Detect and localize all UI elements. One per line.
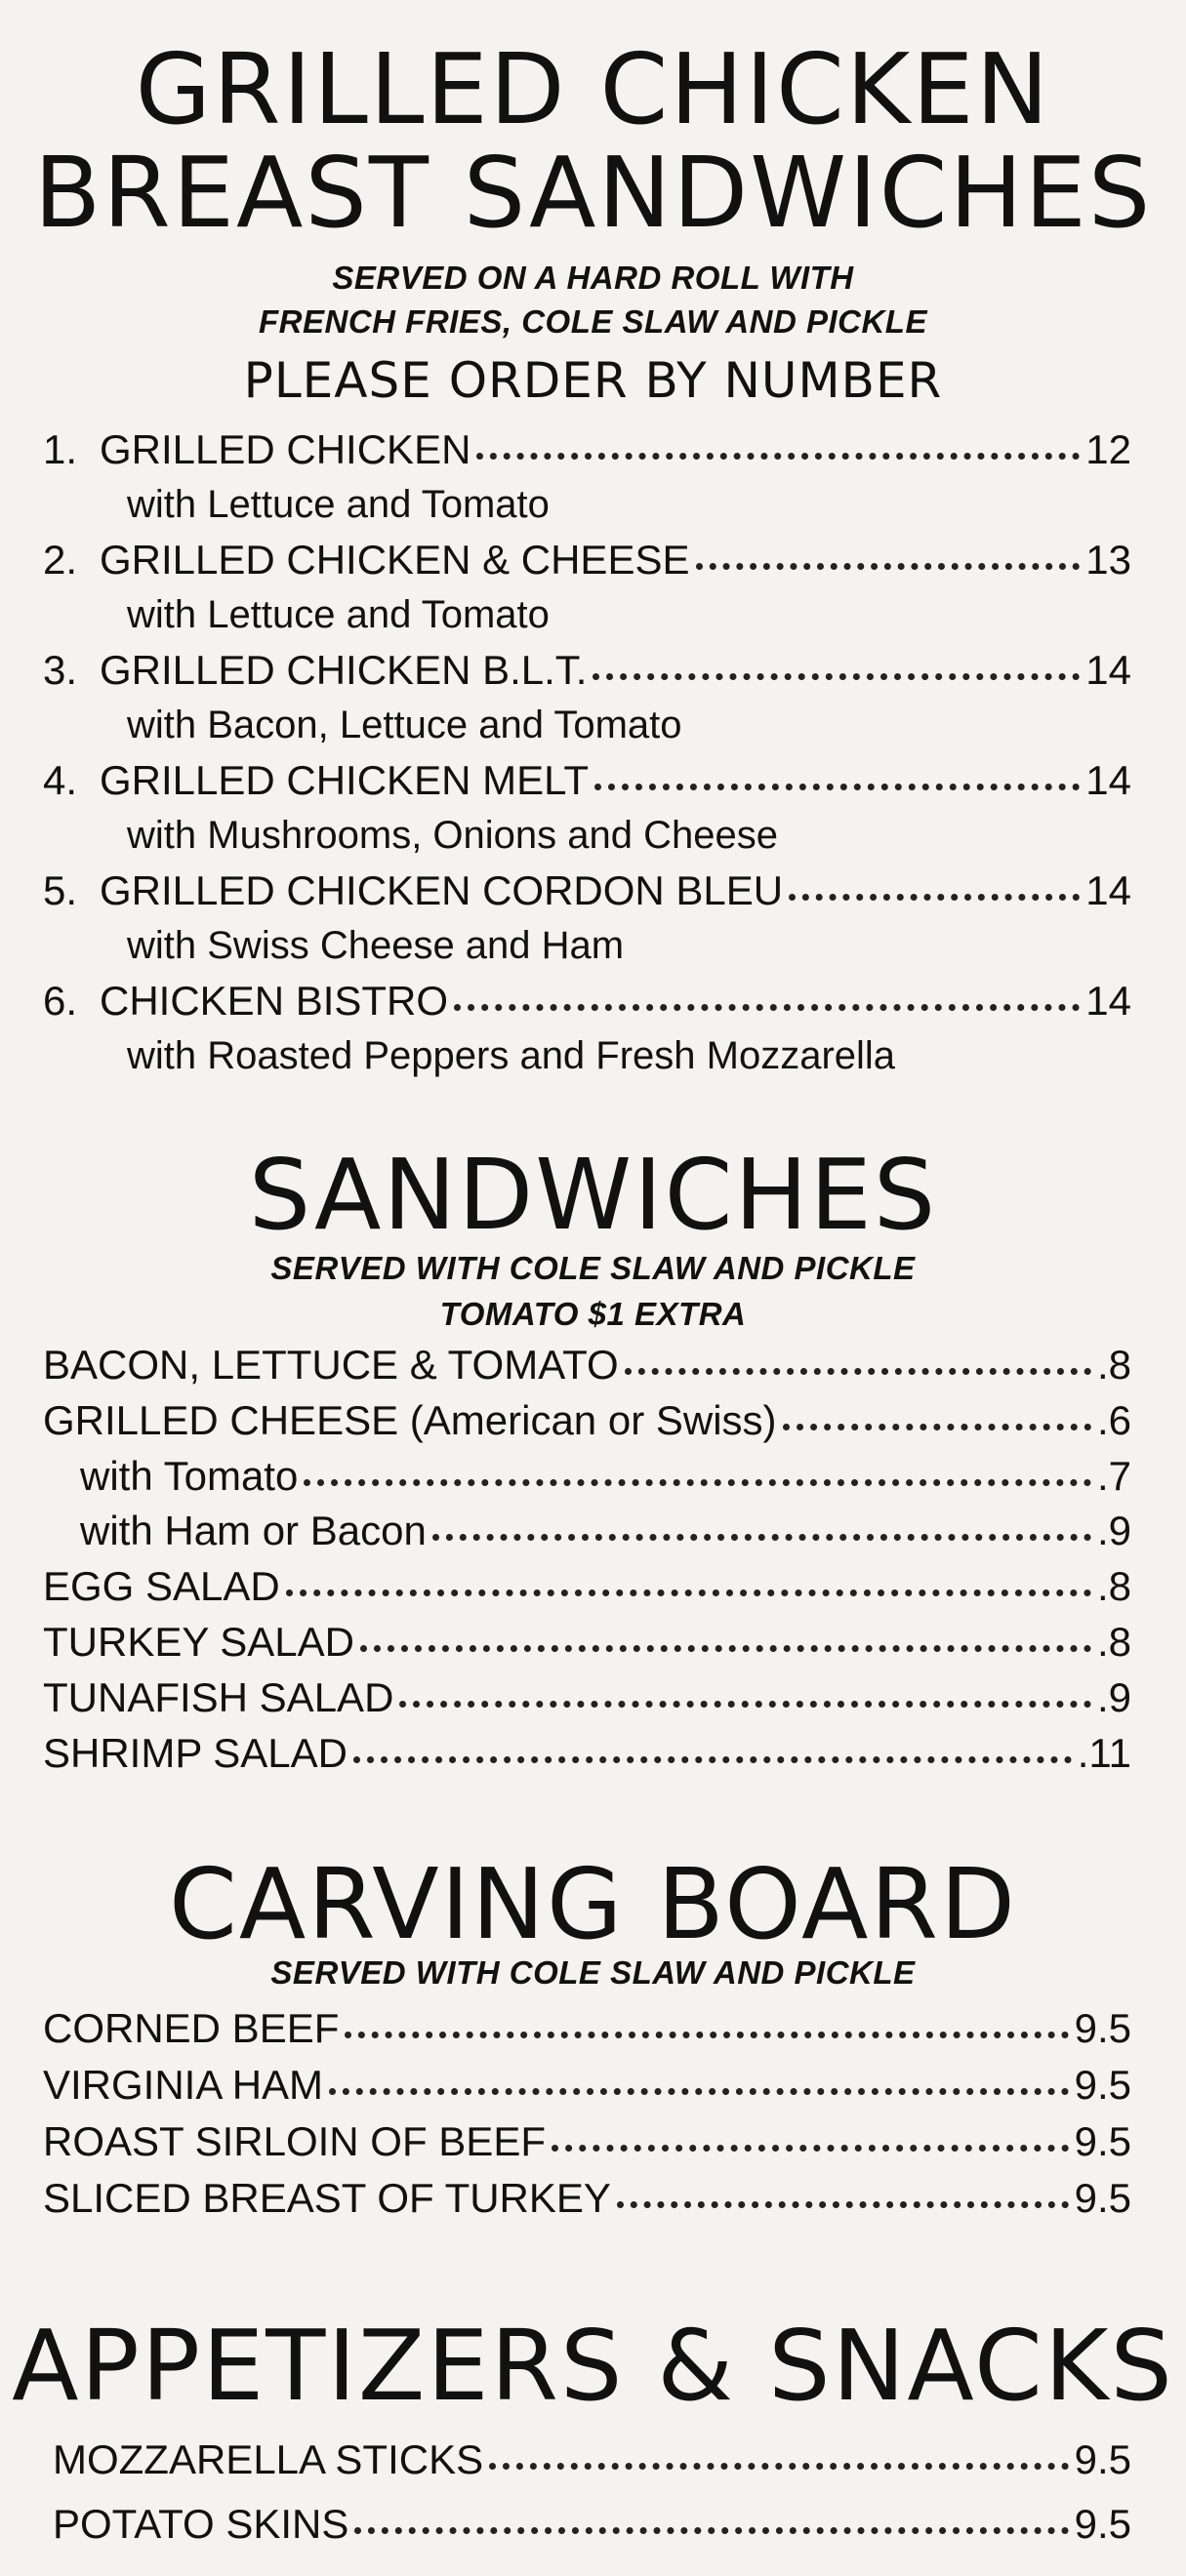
dot-leader bbox=[399, 1701, 1091, 1708]
dot-leader bbox=[696, 563, 1081, 570]
sandwich-item-4 bbox=[80, 1510, 1131, 1551]
appetizer-item-1 bbox=[53, 2436, 1131, 2482]
sandwiches-title: SANDWICHES bbox=[248, 1138, 938, 1252]
dot-leader bbox=[353, 1756, 1072, 1763]
grilled-item-5-desc: with Swiss Cheese and Ham bbox=[127, 924, 625, 967]
item-name: TURKEY SALAD bbox=[43, 1619, 354, 1665]
sandwich-item-8 bbox=[43, 1730, 1131, 1776]
grilled-item-4 bbox=[43, 757, 1131, 803]
carving-item-4 bbox=[43, 2175, 1131, 2221]
grilled-item-1 bbox=[43, 426, 1131, 472]
item-number: 5. bbox=[43, 867, 78, 913]
item-number: 2. bbox=[43, 537, 78, 583]
grilled-subtitle-line2: FRENCH FRIES, COLE SLAW AND PICKLE bbox=[259, 303, 927, 340]
dot-leader bbox=[593, 673, 1080, 680]
item-price: .11 bbox=[1077, 1730, 1131, 1776]
grilled-item-1-desc: with Lettuce and Tomato bbox=[127, 483, 550, 526]
grilled-subtitle-line1: SERVED ON A HARD ROLL WITH bbox=[332, 260, 854, 296]
item-name: GRILLED CHICKEN CORDON BLEU bbox=[100, 867, 784, 913]
sandwich-item-1 bbox=[43, 1342, 1131, 1388]
item-price: 9.5 bbox=[1074, 2175, 1131, 2221]
item-name: EGG SALAD bbox=[43, 1563, 280, 1609]
item-price: 9.5 bbox=[1074, 2118, 1131, 2164]
item-price: .7 bbox=[1096, 1453, 1131, 1499]
carving-item-1 bbox=[43, 2005, 1131, 2051]
dot-leader bbox=[476, 453, 1080, 460]
item-price: .6 bbox=[1096, 1397, 1131, 1443]
grilled-item-3-desc: with Bacon, Lettuce and Tomato bbox=[127, 704, 682, 746]
dot-leader bbox=[329, 2088, 1069, 2095]
item-number: 6. bbox=[43, 978, 78, 1024]
item-name: VIRGINIA HAM bbox=[43, 2062, 324, 2108]
carving-title: CARVING BOARD bbox=[169, 1847, 1017, 1961]
dot-leader bbox=[594, 784, 1080, 790]
item-name: SLICED BREAST OF TURKEY bbox=[43, 2175, 611, 2221]
item-number: 3. bbox=[43, 647, 78, 693]
item-price: 9.5 bbox=[1074, 2062, 1131, 2108]
item-price: .9 bbox=[1096, 1508, 1131, 1553]
item-name: BACON, LETTUCE & TOMATO bbox=[43, 1342, 619, 1388]
item-price: .8 bbox=[1096, 1342, 1131, 1388]
grilled-title-line2: BREAST SANDWICHES bbox=[33, 136, 1153, 250]
dot-leader bbox=[454, 1004, 1080, 1011]
grilled-item-6-desc: with Roasted Peppers and Fresh Mozzarella bbox=[127, 1034, 896, 1077]
carving-item-2 bbox=[43, 2062, 1131, 2108]
dot-leader bbox=[286, 1590, 1091, 1596]
dot-leader bbox=[360, 1645, 1091, 1652]
item-name: POTATO SKINS bbox=[53, 2501, 349, 2547]
item-name: GRILLED CHICKEN & CHEESE bbox=[100, 537, 690, 583]
item-name: with Tomato bbox=[80, 1453, 299, 1499]
appetizers-title: APPETIZERS & SNACKS bbox=[12, 2309, 1174, 2423]
sandwich-item-7 bbox=[43, 1674, 1131, 1720]
dot-leader bbox=[489, 2463, 1069, 2470]
sandwich-item-2 bbox=[43, 1397, 1131, 1443]
sandwich-item-5 bbox=[43, 1563, 1131, 1609]
dot-leader bbox=[304, 1479, 1091, 1486]
carving-subtitle: SERVED WITH COLE SLAW AND PICKLE bbox=[270, 1954, 916, 1991]
item-name: TUNAFISH SALAD bbox=[43, 1674, 394, 1720]
item-name: with Ham or Bacon bbox=[80, 1508, 427, 1553]
item-price: 9.5 bbox=[1074, 2501, 1131, 2547]
grilled-item-6 bbox=[43, 978, 1131, 1024]
item-price: 14 bbox=[1085, 867, 1131, 913]
dot-leader bbox=[783, 1424, 1091, 1430]
item-name: SHRIMP SALAD bbox=[43, 1730, 348, 1776]
grilled-item-2 bbox=[43, 537, 1131, 583]
item-name: ROAST SIRLOIN OF BEEF bbox=[43, 2118, 546, 2164]
item-price: 14 bbox=[1085, 647, 1131, 693]
grilled-item-3 bbox=[43, 647, 1131, 693]
item-name: CORNED BEEF bbox=[43, 2005, 340, 2051]
dot-leader bbox=[625, 1368, 1091, 1375]
dot-leader bbox=[432, 1534, 1091, 1541]
item-price: 9.5 bbox=[1074, 2005, 1131, 2051]
item-number: 4. bbox=[43, 757, 78, 803]
item-name: GRILLED CHICKEN MELT bbox=[100, 757, 589, 803]
item-name: MOZZARELLA STICKS bbox=[53, 2436, 484, 2482]
dot-leader bbox=[354, 2527, 1068, 2534]
sandwich-item-3 bbox=[80, 1453, 1131, 1499]
item-number: 1. bbox=[43, 426, 78, 472]
dot-leader bbox=[552, 2145, 1069, 2152]
grilled-item-4-desc: with Mushrooms, Onions and Cheese bbox=[127, 814, 778, 857]
item-price: 14 bbox=[1085, 757, 1131, 803]
item-name: GRILLED CHEESE (American or Swiss) bbox=[43, 1397, 777, 1443]
item-price: .8 bbox=[1096, 1563, 1131, 1609]
item-price: .8 bbox=[1096, 1619, 1131, 1665]
sandwiches-subtitle-line2: TOMATO $1 EXTRA bbox=[439, 1296, 747, 1332]
item-price: 14 bbox=[1085, 978, 1131, 1024]
grilled-item-2-desc: with Lettuce and Tomato bbox=[127, 593, 550, 636]
sandwiches-subtitle-line1: SERVED WITH COLE SLAW AND PICKLE bbox=[270, 1250, 916, 1286]
carving-item-3 bbox=[43, 2118, 1131, 2164]
sandwich-item-6 bbox=[43, 1619, 1131, 1665]
item-price: 12 bbox=[1085, 426, 1131, 472]
item-name: GRILLED CHICKEN bbox=[100, 426, 471, 472]
item-price: 9.5 bbox=[1074, 2436, 1131, 2482]
item-name: CHICKEN BISTRO bbox=[100, 978, 449, 1024]
item-price: .9 bbox=[1096, 1674, 1131, 1720]
dot-leader bbox=[345, 2032, 1068, 2038]
grilled-title-line1: GRILLED CHICKEN bbox=[135, 32, 1051, 146]
dot-leader bbox=[617, 2201, 1069, 2208]
grilled-item-5 bbox=[43, 867, 1131, 913]
dot-leader bbox=[789, 894, 1080, 901]
item-price: 13 bbox=[1085, 537, 1131, 583]
order-note: PLEASE ORDER BY NUMBER bbox=[243, 352, 943, 409]
appetizer-item-2 bbox=[53, 2501, 1131, 2547]
item-name: GRILLED CHICKEN B.L.T. bbox=[100, 647, 588, 693]
